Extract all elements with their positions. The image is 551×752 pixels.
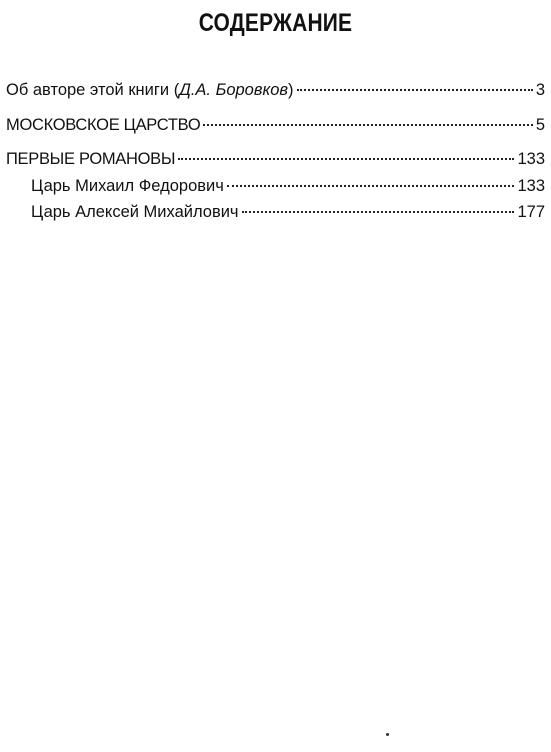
toc-page-number: 133 — [517, 177, 545, 195]
toc-page-number: 133 — [517, 150, 545, 168]
toc-entry-first-romanovs[interactable] — [6, 149, 545, 169]
toc-subentry-alexei-mikhailovich[interactable] — [31, 202, 545, 222]
toc-page-number: 5 — [535, 116, 545, 134]
dot-leader — [203, 124, 532, 126]
dot-leader — [227, 185, 515, 187]
toc-entry-label: ПЕРВЫЕ РОМАНОВЫ — [6, 150, 176, 168]
toc-entry-label: Царь Алексей Михайлович — [31, 203, 239, 221]
toc-heading: СОДЕРЖАНИЕ — [198, 9, 353, 37]
toc-entry-label: Об авторе этой книги (Д.А. Боровков) — [6, 81, 294, 99]
dot-leader — [178, 158, 514, 160]
print-speck — [386, 733, 389, 736]
toc-entry-label: Царь Михаил Федорович — [31, 177, 224, 195]
toc-page-number: 177 — [517, 203, 545, 221]
dot-leader — [297, 89, 533, 91]
toc-page-number: 3 — [535, 81, 545, 99]
dot-leader — [242, 211, 515, 213]
toc-entry-label: МОСКОВСКОЕ ЦАРСТВО — [6, 116, 201, 134]
toc-entry-about-author[interactable] — [6, 80, 545, 100]
toc-subentry-mikhail-fedorovich[interactable] — [31, 176, 545, 196]
toc-entry-moscow-tsardom[interactable] — [6, 115, 545, 135]
